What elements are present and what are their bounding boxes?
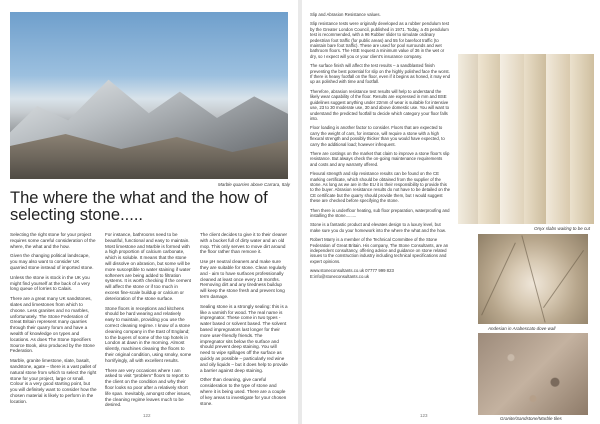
contact-email: E:info@stoneconsultants.co.uk [310, 273, 370, 279]
granite-tiles-photo [478, 333, 588, 415]
paragraph: Therefore, abrasion resistance test results will help to understand the likely wear capability of the floor. Results are expressed in mm and BSE guidelines suggest anything under 22mm of wear is suitable for intensive use, 23 to 30 moderate use, 30 and above domestic use. You will want to understand the predicted footfall to decide which category your floor falls into. [310, 88, 450, 121]
quarry-photo-caption: Marble quarries above Carrara, Italy [218, 182, 291, 187]
arabescato-caption: Andesian in Arabescato dove wall [488, 326, 556, 331]
paragraph: There are a great many UK sandstones, slates and limestones from which to choose. Less granites and no marbles, unfortunately. The Stone Federation of Great Britain represent many quarries through their quarry forum and have a wealth of knowledge on types and locations. As does The Stone Specifiers Source Book, also produced by the Stone Federation. [10, 296, 95, 354]
contact-website: www.stoneconsultants.co.uk 07777 999 823 [310, 268, 394, 274]
article-heading: The where the what and the how of selecting stone..... [10, 189, 268, 224]
left-column-1 [10, 232, 97, 409]
paragraph: Stone is a fantastic product and elevates design to a luxury level, but make sure you do your homework into the where the what and the how. [310, 222, 446, 233]
right-page [302, 0, 600, 424]
paragraph: Other than cleaning, give careful consideration to the type of stone and where it is being used. There are a couple of key areas to investigate for your chosen stone. [200, 377, 287, 406]
paragraph: Use pH neutral cleaners and make sure they are suitable for stone. Clean regularly and - aim to have surfaces professionally cleaned at least once every 18 months. Removing dirt and any tiredness buildup will keep the stone fresh and prevent long term damage. [200, 259, 287, 299]
paragraph: Floor loading is another factor to consider. Floors that are expected to carry the weight of cars, for instance, will require a stone with a high flexural strength and possibly thicker than you would have expected, to carry the additional load; however infrequent. [310, 125, 445, 147]
onyx-slabs-caption: Onyx slabs waiting to be cut [534, 226, 591, 231]
left-page [0, 0, 298, 424]
granite-caption: Granite/Sandstone/Marble tiles [500, 416, 562, 421]
page-number-right: 123 [420, 413, 428, 418]
paragraph: Robert Marry is a member of the Technical Committee of the Stone Federation of Great Britain. His company, The Stone Consultants, are an independent consultancy, offering advice and guidance on stone related issues to the construction industry including technical specifications and expert opinions. [310, 237, 449, 264]
left-column-3 [200, 232, 288, 410]
paragraph: Slip resistance tests were originally developed as a rubber pendulum test by the Greater London Council, published in 1971. Today, a 45 pendulum test is recommended, with a 96 Rubber slider to simulate ordinary pedestrian foot traffic (for public areas) and 55 for barefoot traffic (to maintain bare foot traffic). These are used for pool surrounds and wet bathroom floors. The HSE request a minimum value of 36 in the wet or dry, so I expect will you or your client's insurance company. [310, 21, 450, 59]
left-column-2 [105, 232, 192, 412]
paragraph: Selecting the right stone for your project requires some careful consideration of the where, the what and the how. [10, 232, 96, 249]
paragraph: The client decides to give it to their cleaner with a bucket full of dirty water and an old mop. This only serves to move dirt around the floor rather than remove it. [200, 232, 288, 255]
paragraph: Unless the stone is stock in the UK you might find yourself at the back of a very long queue of lorries to Calais. [10, 274, 90, 292]
paragraph: Slip and Abrasion Resistance values. [310, 12, 381, 17]
right-column-1 [310, 12, 450, 283]
arabescato-wall-photo [478, 234, 588, 324]
paragraph: Stone floors in receptions and kitchens should be hard wearing and relatively easy to maintain, providing you use the correct cleaning regime. I know of a stone cleaning company in the East of England; to the buyers of some of the top hotels in London at dawn in the morning. Almost silently, machines cleaning the floors to their original condition, using smoky, some horrifyingly, all with excellent results. [105, 305, 192, 363]
paragraph: Marble, granite limestone, slate, basalt, sandstone, agate – there is a vast pallet of natural stone from which to select the right stone for your project, large or small. Colour is a very good starting point, but you will definitely want to consider how the chosen material is likely to perform in the location. [10, 358, 97, 404]
paragraph: For instance, bathrooms need to be beautiful, functional and easy to maintain. Most limestone and Marble is formed with a high proportion of calcium carbonate, which is soluble. It means that the stone will dissolve on abrasion, but some will be more susceptible to water staining if water softeners are being added to filtration systems. It is worth checking if the cement will affect the stone or if too much in excess fine-scale buildup or calcium or deterioration of the stone surface. [105, 232, 192, 301]
paragraph: Then there is underfloor heating, sub floor preparation, waterproofing and installing the stone......... [310, 207, 450, 218]
paragraph: The surface finish will affect the test results – a sandblasted finish preventing the best potential for slip on the highly polished face the worst. If there is heavy footfall on the floor, even if it begins as honed, it may end up as polished with time and footfall. [310, 63, 450, 85]
paragraph: Flexural strength and slip resistance results can be found on the CE marking certificate, which should be obtained from the supplier of the stone. As long as we are in the EU it is their responsibility to provide this to the buyer. Abrasion resistance results do not have to be detailed on the CE certificate but the quarry should provide them, but I would suggest these are checked before specifying the stone. [310, 171, 450, 204]
quarry-photo [10, 12, 288, 179]
paragraph: Given the changing political landscape, you may also want to consider UK quarried stone instead of imported stone. [10, 253, 94, 270]
paragraph: There are costings on the market that claim to improve a stone floor's slip resistance. But always check the on-going maintenance requirements and costs and any warranty offered. [310, 150, 450, 167]
onyx-slabs-photo [458, 54, 594, 224]
paragraph: There are very occasions where I am asked to visit "problem" floors to report to the client on the condition and why their floor looks so poor after a relatively short life span. Inevitably, amongst other issues, the cleaning regime leaves much to be desired. [105, 367, 192, 408]
page-number-left: 122 [143, 413, 151, 418]
paragraph: Sealing stone is a strongly sealing: this is a like a varnish for wood. The real name is impregnator. These come in two types - water based or solvent based. The solvent based impregnators last longer for their more user-friendly friends. The impregnator sits below the surface and should prevent deep staining. You will need to wipe spillages off the surface as quickly as possible – particularly red wine and oily liquids – but it does help to provide a barrier against deep staining. [200, 303, 288, 373]
